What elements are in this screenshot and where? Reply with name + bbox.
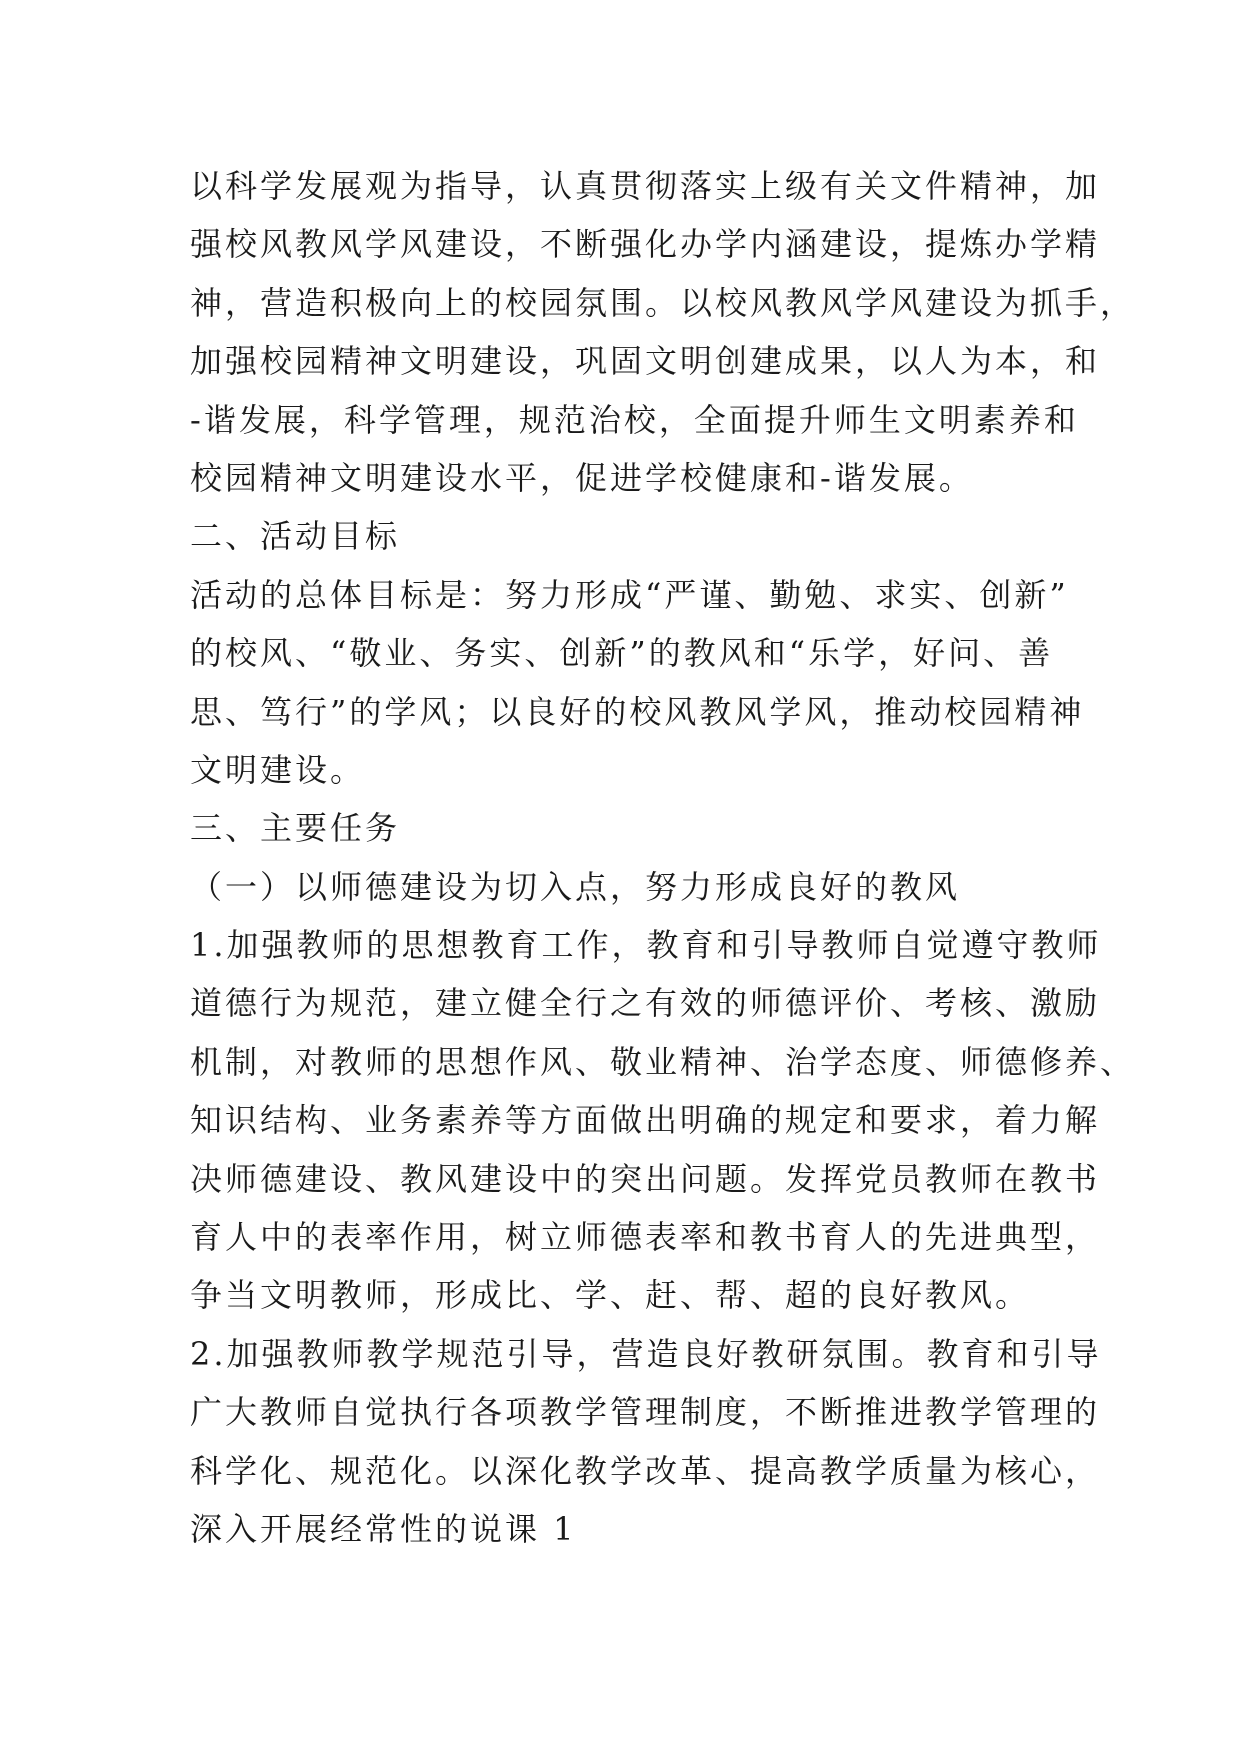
subsection-heading: （一）以师德建设为切入点，努力形成良好的教风	[190, 867, 961, 906]
text-line: 加强校园精神文明建设，巩固文明创建成果，以人为本，和	[190, 342, 1101, 381]
text-line: 2.加强教师教学规范引导，营造良好教研氛围。教育和引导	[190, 1334, 1102, 1373]
text-line: 决师德建设、教风建设中的突出问题。发挥党员教师在教书	[190, 1159, 1101, 1198]
text-line: 深入开展经常性的说课 1	[190, 1509, 577, 1548]
text-line: 活动的总体目标是：努力形成“严谨、勤勉、求实、创新”	[190, 575, 1069, 614]
document-body	[190, 157, 1136, 1558]
text-line: 争当文明教师，形成比、学、赶、帮、超的良好教风。	[190, 1276, 1031, 1315]
text-line: 校园精神文明建设水平，促进学校健康和-谐发展。	[190, 458, 974, 497]
text-line: 道德行为规范，建立健全行之有效的师德评价、考核、激励	[190, 984, 1101, 1023]
text-line: 思、笃行”的学风；以良好的校风教风学风，推动校园精神	[190, 692, 1085, 731]
section-heading: 三、主要任务	[190, 809, 401, 848]
text-line: 广大教师自觉执行各项教学管理制度，不断推进教学管理的	[190, 1393, 1101, 1432]
section-heading: 二、活动目标	[190, 517, 401, 556]
text-line: -谐发展，科学管理，规范治校，全面提升师生文明素养和	[190, 400, 1079, 439]
text-line: 科学化、规范化。以深化教学改革、提高教学质量为核心，	[190, 1451, 1101, 1490]
text-line: 育人中的表率作用，树立师德表率和教书育人的先进典型，	[190, 1218, 1101, 1257]
text-line: 知识结构、业务素养等方面做出明确的规定和要求，着力解	[190, 1101, 1101, 1140]
text-line: 文明建设。	[190, 750, 366, 789]
text-line: 以科学发展观为指导，认真贯彻落实上级有关文件精神，加	[190, 167, 1101, 205]
text-line: 机制，对教师的思想作风、敬业精神、治学态度、师德修养、	[190, 1042, 1136, 1081]
text-line: 1.加强教师的思想教育工作，教育和引导教师自觉遵守教师	[190, 926, 1102, 965]
text-line: 的校风、“敬业、务实、创新”的教风和“乐学，好问、善	[190, 634, 1054, 673]
text-line: 神，营造积极向上的校园氛围。以校风教风学风建设为抓手，	[190, 283, 1136, 322]
text-line: 强校风教风学风建设，不断强化办学内涵建设，提炼办学精	[190, 225, 1101, 264]
